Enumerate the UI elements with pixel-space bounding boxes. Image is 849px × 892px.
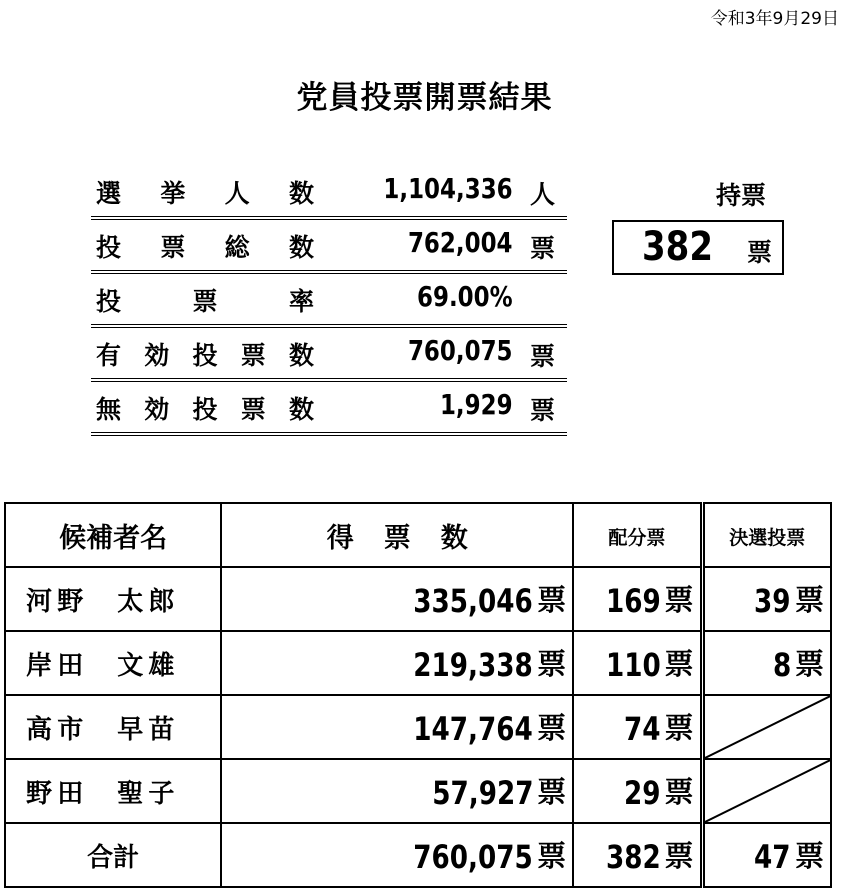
runoff-votes-empty <box>702 759 831 823</box>
voting-summary <box>91 166 567 436</box>
total-allocated-votes: 382 票 <box>573 823 702 887</box>
summary-row <box>91 166 567 220</box>
total-votes: 760,075 票 <box>221 823 573 887</box>
summary-value: 69.00% <box>417 280 513 313</box>
runoff-votes-empty <box>702 695 831 759</box>
summary-unit: 票 <box>529 342 555 371</box>
summary-row <box>91 220 567 274</box>
total-row <box>5 823 831 887</box>
document-date: 令和3年9月29日 <box>710 9 839 29</box>
allocated-votes: 169 票 <box>573 567 702 631</box>
header-candidate-name: 候補者名 <box>5 503 221 567</box>
header-runoff-votes: 決選投票 <box>702 503 831 567</box>
candidate-name: 野 田 聖 子 <box>5 759 221 823</box>
summary-row <box>91 328 567 382</box>
summary-label: 無 効 投 票 数 <box>96 395 314 424</box>
candidate-name: 岸 田 文 雄 <box>5 631 221 695</box>
allocated-votes: 74 票 <box>573 695 702 759</box>
table-header-row <box>5 503 831 567</box>
candidate-votes: 57,927 票 <box>221 759 573 823</box>
runoff-votes: 39 票 <box>702 567 831 631</box>
summary-value: 1,104,336 <box>383 172 513 205</box>
allocated-votes: 110 票 <box>573 631 702 695</box>
mochi-value: 382 <box>642 224 713 270</box>
summary-row <box>91 274 567 328</box>
summary-value: 762,004 <box>408 226 513 259</box>
summary-unit: 票 <box>529 234 555 263</box>
table-row <box>5 567 831 631</box>
summary-unit: 票 <box>529 396 555 425</box>
candidate-votes: 219,338 票 <box>221 631 573 695</box>
total-runoff-votes: 47 票 <box>702 823 831 887</box>
summary-label: 有 効 投 票 数 <box>96 341 314 370</box>
summary-unit: 人 <box>529 180 555 209</box>
table-row <box>5 759 831 823</box>
mochi-box <box>612 220 784 275</box>
summary-value: 760,075 <box>408 334 513 367</box>
summary-label: 投 票 総 数 <box>96 233 314 262</box>
summary-label: 選 挙 人 数 <box>96 179 314 208</box>
candidate-name: 河 野 太 郎 <box>5 567 221 631</box>
summary-row <box>91 382 567 436</box>
allocated-votes: 29 票 <box>573 759 702 823</box>
summary-label: 投 票 率 <box>96 287 314 316</box>
header-allocated-votes: 配分票 <box>573 503 702 567</box>
table-row <box>5 695 831 759</box>
candidate-votes: 147,764 票 <box>221 695 573 759</box>
summary-value: 1,929 <box>440 388 513 421</box>
total-label: 合計 <box>5 823 221 887</box>
results-table <box>4 502 832 888</box>
header-votes: 得票数 <box>221 503 573 567</box>
runoff-votes: 8 票 <box>702 631 831 695</box>
mochi-label: 持票 <box>716 181 767 210</box>
table-row <box>5 631 831 695</box>
candidate-votes: 335,046 票 <box>221 567 573 631</box>
candidate-name: 高 市 早 苗 <box>5 695 221 759</box>
document-title: 党員投票開票結果 <box>296 80 553 116</box>
mochi-unit: 票 <box>746 238 772 267</box>
